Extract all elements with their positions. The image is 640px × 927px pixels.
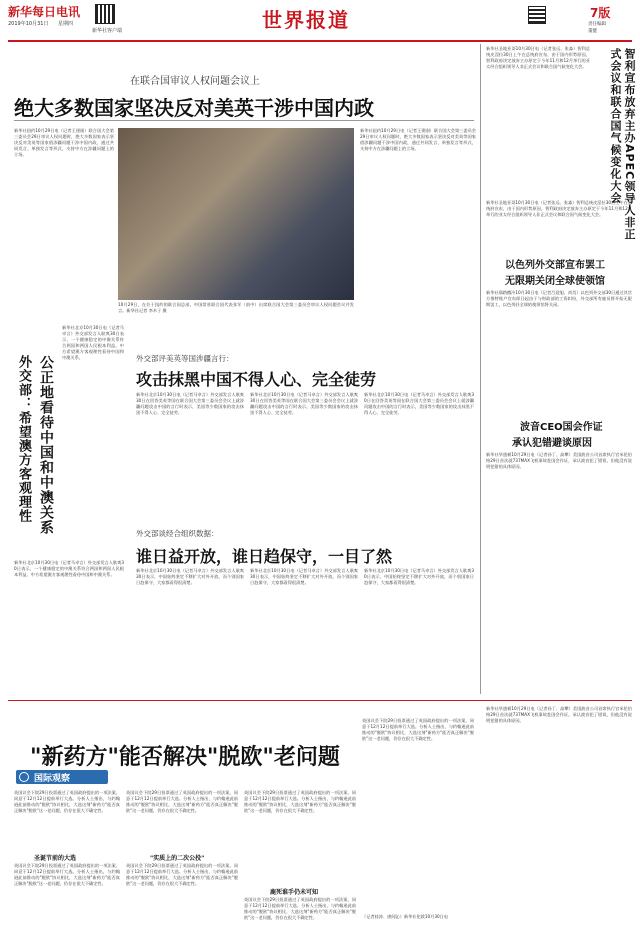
paper-name: 新华每日电讯 [8, 5, 81, 19]
right-title-vertical: 智利宣布放弃主办APEC领导人非正式会议和联合国气候变化大会 [609, 48, 636, 241]
lead-headline: 绝大多数国家坚决反对美英干涉中国内政 [14, 96, 374, 120]
bottom-rule [8, 700, 632, 701]
issue-date: 2019年10月31日 [8, 21, 49, 27]
middle-kicker: 外交部评美英等国涉疆言行： [136, 354, 234, 363]
middle-body-col3: 新华社北京10月30日电（记者马卓言）外交部发言人耿爽30日在回答美英等国在联合国大会第三委员会会议上就涉疆问题攻击中国的言行时表示，美国等少数国家的攻击抹黑不得人心、完全徒劳。 [364, 392, 474, 415]
right-column-rule [480, 44, 481, 694]
section-title: 世界报道 [262, 8, 350, 32]
right-body-1: 新华社圣地亚哥10月30日电（记者张远、张淼）智利总统皮涅拉30日上午在总统府宣布，由于国内形势原因，智利政府决定放弃主办原定于今年11月和12月举行的亚太经合组织领导人非正式会议和联合国气候变化大会。 [486, 46, 590, 69]
news3-subtitle: 承认犯错避谈原因 [512, 438, 592, 449]
news2-title: 以色列外交部宣布罢工 [505, 260, 605, 271]
masthead-rule [8, 40, 632, 42]
lead-body-col1: 新华社纽约10月29日电（记者王建刚）联合国大会第三委员会29日审议人权问题时，绝大多数国家表示坚决反对美英等国家借涉疆问题干涉中国内政，通过共同发言、单独发言等形式，支持中方在涉疆问题上的立场。 [14, 128, 114, 157]
section3-kicker: 外交部谈经合组织数据： [136, 529, 219, 538]
commentary-body: 新华社北京10月30日电（记者马卓言）外交部发言人耿爽30日表示，一个健康稳定的中澳关系符合两国和两国人民根本利益。中方希望澳方客观理性看待中国和中澳关系。 [62, 325, 124, 360]
commentary-title: 公正地看待中国和中澳关系 [38, 355, 54, 535]
globe-icon [19, 772, 29, 782]
news3-title: 波音CEO国会作证 [520, 422, 603, 433]
bottom-body-col2b: 英国议会下院29日投票通过了英国政府提出的一项法案，同意于12月12日提前举行大选。分析人士指出，与约翰逊此前推动的"脱欧"协议相比，大选这剂"新药方"能否真正解决"脱欧"这一老问题，仍存在很大不确定性。 [126, 863, 238, 886]
news2-subtitle: 无限期关闭全球使领馆 [505, 276, 605, 287]
lead-kicker: 在联合国审议人权问题会议上 [130, 76, 260, 87]
bottom-body-col5: 新华社华盛顿10月29日电（记者孙丁、高攀）美国波音公司首席执行官米伦伯格29日首次就737MAX飞机事故赴国会作证，承认波音犯了错误，但他没有说明犯错的具体原因。 [486, 706, 632, 723]
lead-photo [118, 128, 354, 300]
bottom-body-col4: 英国议会下院29日投票通过了英国政府提出的一项法案，同意于12月12日提前举行大选。分析人士指出，与约翰逊此前推动的"脱欧"协议相比，大选这剂"新药方"能否真正解决"脱欧"这一老问题，仍存在很大不确定性。 [362, 718, 474, 741]
bottom-body-col3b: 英国议会下院29日投票通过了英国政府提出的一项法案，同意于12月12日提前举行大选。分析人士指出，与约翰逊此前推动的"脱欧"协议相比，大选这剂"新药方"能否真正解决"脱欧"这一老问题，仍存在很大不确定性。 [244, 897, 356, 920]
bottom-sub2: "实质上的二次公投" [150, 855, 205, 862]
lead-body-col3: 新华社纽约10月29日电（记者王建刚）联合国大会第三委员会29日审议人权问题时，绝大多数国家表示坚决反对美英等国家借涉疆问题干涉中国内政，通过共同发言、单独发言等形式，支持中方在涉疆问题上的立场。 [360, 128, 476, 151]
qr-code-icon [95, 4, 115, 24]
middle-body-col1: 新华社北京10月30日电（记者马卓言）外交部发言人耿爽30日在回答美英等国在联合国大会第三委员会会议上就涉疆问题攻击中国的言行时表示，美国等少数国家的攻击抹黑不得人心、完全徒劳。 [136, 392, 244, 415]
section3-headline: 谁日益开放，谁日趋保守，一目了然 [136, 547, 393, 566]
observation-badge [16, 770, 108, 784]
bottom-byline: （记者桂涛、唐闻沁）新华社伦敦10月30日电 [362, 914, 449, 919]
bottom-headline: "新药方"能否解决"脱欧"老问题 [30, 745, 340, 770]
lead-photo-caption: 10月29日，在位于纽约的联合国总部，中国常驻联合国代表张军（前中）出席联合国大会第三委员会审议人权问题会议并发言。新华社记者 李木子 摄 [118, 302, 354, 313]
bottom-sub1: 圣诞节前的大选 [34, 855, 77, 862]
section3-body-col1: 新华社北京10月30日电（记者马卓言）外交部发言人耿爽30日表示，中国始终坚定不移扩大对外开放，而个别国家日趋保守，大家都看得很清楚。 [136, 568, 244, 585]
bottom-body-col2: 英国议会下院29日投票通过了英国政府提出的一项法案，同意于12月12日提前举行大选。分析人士指出，与约翰逊此前推动的"脱欧"协议相比，大选这剂"新药方"能否真正解决"脱欧"这一老问题，仍存在很大不确定性。 [126, 790, 238, 813]
masthead [0, 0, 640, 40]
bottom-body-col1: 英国议会下院29日投票通过了英国政府提出的一项法案，同意于12月12日提前举行大选。分析人士指出，与约翰逊此前推动的"脱欧"协议相比，大选这剂"新药方"能否真正解决"脱欧"这一老问题，仍存在很大不确定性。 [14, 790, 120, 813]
bottom-body-col1b: 英国议会下院29日投票通过了英国政府提出的一项法案，同意于12月12日提前举行大选。分析人士指出，与约翰逊此前推动的"脱欧"协议相比，大选这剂"新药方"能否真正解决"脱欧"这一老问题，仍存在很大不确定性。 [14, 863, 120, 886]
commentary-subtitle: 外交部：希望澳方客观理性 [16, 355, 31, 523]
client-label: 新华社客户端 [92, 28, 123, 34]
bottom-sub3: 鹿死谁手仍未可知 [270, 889, 319, 896]
editor-label: 责任编辑 [588, 22, 606, 27]
section3-body-col0: 新华社北京10月30日电（记者马卓言）外交部发言人耿爽30日表示，一个健康稳定的中澳关系符合两国和两国人民根本利益。中方希望澳方客观理性看待中国和中澳关系。 [14, 560, 124, 577]
middle-headline: 攻击抹黑中国不得人心、完全徒劳 [136, 370, 377, 389]
issue-weekday: 星期四 [58, 21, 74, 27]
editor-name: 董健 [588, 29, 597, 34]
middle-body-col2: 新华社北京10月30日电（记者马卓言）外交部发言人耿爽30日在回答美英等国在联合国大会第三委员会会议上就涉疆问题攻击中国的言行时表示，美国等少数国家的攻击抹黑不得人心、完全徒劳。 [250, 392, 358, 415]
section3-body-col2: 新华社北京10月30日电（记者马卓言）外交部发言人耿爽30日表示，中国始终坚定不移扩大对外开放，而个别国家日趋保守，大家都看得很清楚。 [250, 568, 358, 585]
page-number: 7版 [590, 6, 611, 20]
news2-body: 新华社耶路撒冷10月30日电（记者吕迎旭、尚昊）以色列外交部30日通过其官方推特账户宣布即日起由于与财政部的工资纠纷，外交部所有雇员将开始无限期罢工，以色列驻全球的使领馆将关闭。 [486, 290, 632, 307]
lead-headline-rule [14, 120, 474, 121]
badge-label: 国际观察 [34, 774, 71, 784]
qr-code-icon-2 [528, 6, 546, 24]
news3-body: 新华社华盛顿10月29日电（记者孙丁、高攀）美国波音公司首席执行官米伦伯格29日首次就737MAX飞机事故赴国会作证，承认波音犯了错误，但他没有说明犯错的具体原因。 [486, 452, 632, 469]
section3-body-col3: 新华社北京10月30日电（记者马卓言）外交部发言人耿爽30日表示，中国始终坚定不移扩大对外开放，而个别国家日趋保守，大家都看得很清楚。 [364, 568, 474, 585]
right-body-2: 新华社圣地亚哥10月30日电（记者张远、张淼）智利总统皮涅拉30日上午在总统府宣布，由于国内形势原因，智利政府决定放弃主办原定于今年11月和12月举行的亚太经合组织领导人非正式会议和联合国气候变化大会。 [486, 200, 632, 217]
bottom-body-col3: 英国议会下院29日投票通过了英国政府提出的一项法案，同意于12月12日提前举行大选。分析人士指出，与约翰逊此前推动的"脱欧"协议相比，大选这剂"新药方"能否真正解决"脱欧"这一老问题，仍存在很大不确定性。 [244, 790, 356, 813]
